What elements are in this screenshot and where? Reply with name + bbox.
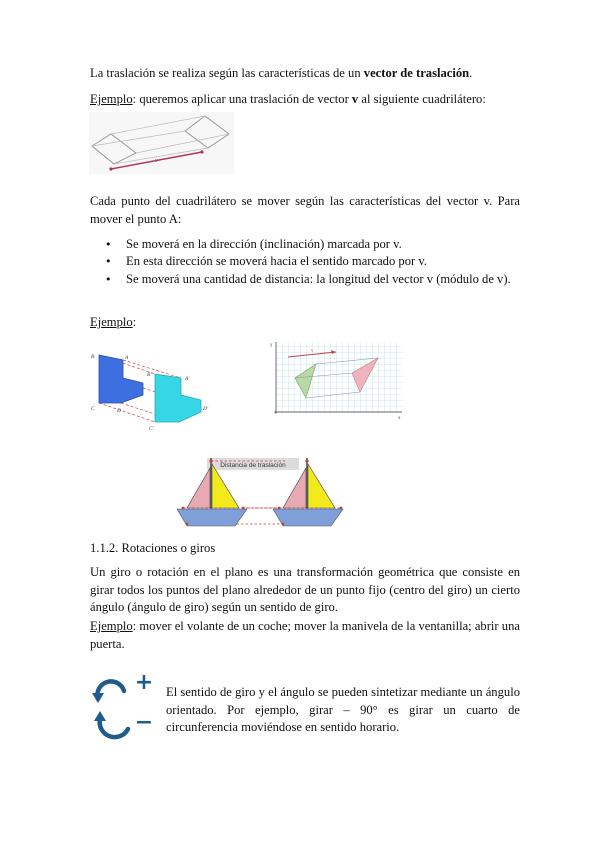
svg-text:B: B <box>91 354 95 360</box>
svg-text:A': A' <box>185 376 190 382</box>
svg-text:D: D <box>117 408 121 414</box>
clockwise-arrow-icon <box>100 719 128 737</box>
list-item: • En esta dirección se moverá hacia el sentido marcado por v. <box>105 253 525 270</box>
translation-caption: Distancia de traslación <box>220 462 286 469</box>
svg-text:D': D' <box>203 406 209 412</box>
svg-text:C: C <box>91 406 95 412</box>
example1-text-after: al siguiente cuadrilátero: <box>358 92 486 106</box>
svg-text:x: x <box>398 416 401 420</box>
rotation-note-paragraph: El sentido de giro y el ángulo se pueden sintetizar mediante un ángulo orientado. Por ejemplo, girar – 90° es girar un cuarto de circunferencia moviéndose en sentido horario. <box>166 685 520 734</box>
intro-paragraph <box>90 65 520 83</box>
example1-paragraph <box>90 91 520 109</box>
blue-l-shape <box>99 355 143 403</box>
sailboat-translation-figure <box>175 452 355 534</box>
example1-bold: v <box>351 92 359 106</box>
example2-label: Ejemplo <box>90 315 133 329</box>
l-shape-translation-figure <box>89 350 215 440</box>
quadrilateral-translation-figure <box>89 112 234 174</box>
example3-text: : mover el volante de un coche; mover la manivela de la ventanilla; abrir una puerta. <box>90 619 520 651</box>
grid-triangle-figure <box>270 340 404 420</box>
example3-label: Ejemplo <box>90 619 133 633</box>
rotation-definition-paragraph: Un giro o rotación en el plano es una transformación geométrica que consiste en girar todos los puntos del plano alrededor de un punto fijo (centro del giro) un cierto ángulo (ángulo de giro) según un sentido de giro. <box>90 565 520 614</box>
svg-text:v: v <box>311 349 314 354</box>
vector-label: v <box>155 158 158 164</box>
example2-text: : <box>132 315 137 329</box>
grid <box>276 342 402 412</box>
paragraph-move-point: Cada punto del cuadrilátero se mover según las características del vector v. Para mover el punto A: <box>90 194 520 226</box>
list-item: • Se moverá una cantidad de distancia: la longitud del vector v (módulo de v). <box>105 271 525 288</box>
section-title: 1.1.2. Rotaciones o giros <box>90 541 216 555</box>
svg-text:y: y <box>270 343 273 348</box>
plus-icon: + <box>134 671 154 695</box>
minus-icon: − <box>134 710 154 735</box>
intro-bold: vector de traslación <box>363 66 470 80</box>
svg-text:B': B' <box>147 372 152 378</box>
cyan-l-shape <box>155 374 201 422</box>
intro-text-after: . <box>469 66 473 80</box>
svg-text:A: A <box>125 355 129 361</box>
svg-text:C': C' <box>149 426 154 432</box>
rotation-direction-icon <box>92 671 156 743</box>
bullet-list <box>105 236 525 288</box>
example2-paragraph <box>90 314 520 332</box>
example1-label: Ejemplo <box>90 92 133 106</box>
intro-text: La traslación se realiza según las características de un <box>90 66 364 80</box>
example1-text: : queremos aplicar una traslación de vector <box>132 92 352 106</box>
list-item: • Se moverá en la dirección (inclinación) marcada por v. <box>105 236 525 253</box>
example3-paragraph <box>90 618 520 653</box>
